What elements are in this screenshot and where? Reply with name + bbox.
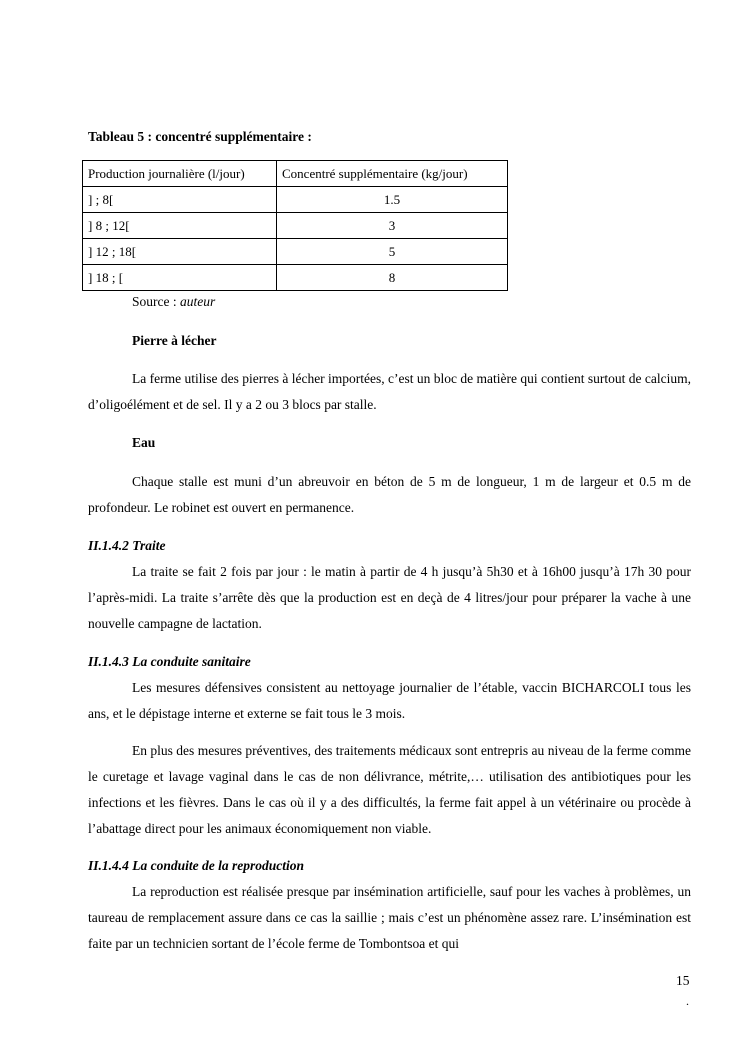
heading-eau: Eau [132, 435, 156, 450]
paragraph-traite: La traite se fait 2 fois par jour : le matin à partir de 4 h jusqu’à 5h30 et à 16h00 jusqu’à 17h 30 pour l’après-midi. La traite s’arrête dès que la production est en deçà de 4 litres/jour pour préparer la vache à une nouvelle campagne de lactation. [88, 564, 691, 631]
table-header-row [83, 161, 508, 187]
table-cell-range: ] 12 ; 18[ [83, 239, 277, 265]
heading-reproduction: II.1.4.4 La conduite de la reproduction [88, 858, 305, 873]
page-number: 15 [676, 973, 690, 988]
table-caption: Tableau 5 : concentré supplémentaire : [88, 129, 312, 144]
paragraph-eau: Chaque stalle est muni d’un abreuvoir en béton de 5 m de longueur, 1 m de largeur et 0.5 m de profondeur. Le robinet est ouvert en permanence. [88, 474, 691, 515]
source-value: auteur [180, 294, 216, 309]
table-cell-range: ] ; 8[ [83, 187, 277, 213]
table-cell-range: ] 18 ; [ [83, 265, 277, 291]
table-row [83, 213, 508, 239]
table-cell-value: 5 [277, 239, 508, 265]
paragraph-sanitaire-1: Les mesures défensives consistent au nettoyage journalier de l’étable, vaccin BICHARCOLI tous les ans, et le dépistage interne et externe se fait tous le 3 mois. [88, 680, 691, 721]
paragraph-reproduction: La reproduction est réalisée presque par insémination artificielle, sauf pour les vaches à problèmes, un taureau de remplacement assure dans ce cas la saillie ; mais c’est un phénomène assez rare. L’insémination est faite par un technicien sortant de l’école ferme de Tombontsoa et qui [88, 884, 691, 951]
table-cell-range: ] 8 ; 12[ [83, 213, 277, 239]
source-label: Source : [132, 294, 177, 309]
heading-sanitaire: II.1.4.3 La conduite sanitaire [88, 654, 251, 669]
paragraph-pierre: La ferme utilise des pierres à lécher importées, c’est un bloc de matière qui contient surtout de calcium, d’oligoélément et de sel. Il y a 2 ou 3 blocs par stalle. [88, 371, 691, 412]
table-cell-value: 8 [277, 265, 508, 291]
concentrate-table [82, 160, 508, 291]
table-header-production: Production journalière (l/jour) [83, 161, 277, 187]
table-header-concentrate: Concentré supplémentaire (kg/jour) [277, 161, 508, 187]
table-row [83, 187, 508, 213]
table-source [132, 294, 215, 310]
table-row [83, 239, 508, 265]
heading-traite: II.1.4.2 Traite [88, 538, 166, 553]
paragraph-sanitaire-2: En plus des mesures préventives, des traitements médicaux sont entrepris au niveau de la ferme comme le curetage et lavage vaginal dans le cas de non délivrance, métrite,… utilisation des antibiotiques pour les infections et les fièvres. Dans le cas où il y a des difficultés, la ferme fait appel à un vétérinaire ou procède à l’abattage direct pour les animaux économiquement non viable. [88, 743, 691, 836]
heading-pierre: Pierre à lécher [132, 333, 217, 348]
footer-mark: . [686, 994, 689, 1008]
table-cell-value: 1.5 [277, 187, 508, 213]
table-row [83, 265, 508, 291]
table-cell-value: 3 [277, 213, 508, 239]
